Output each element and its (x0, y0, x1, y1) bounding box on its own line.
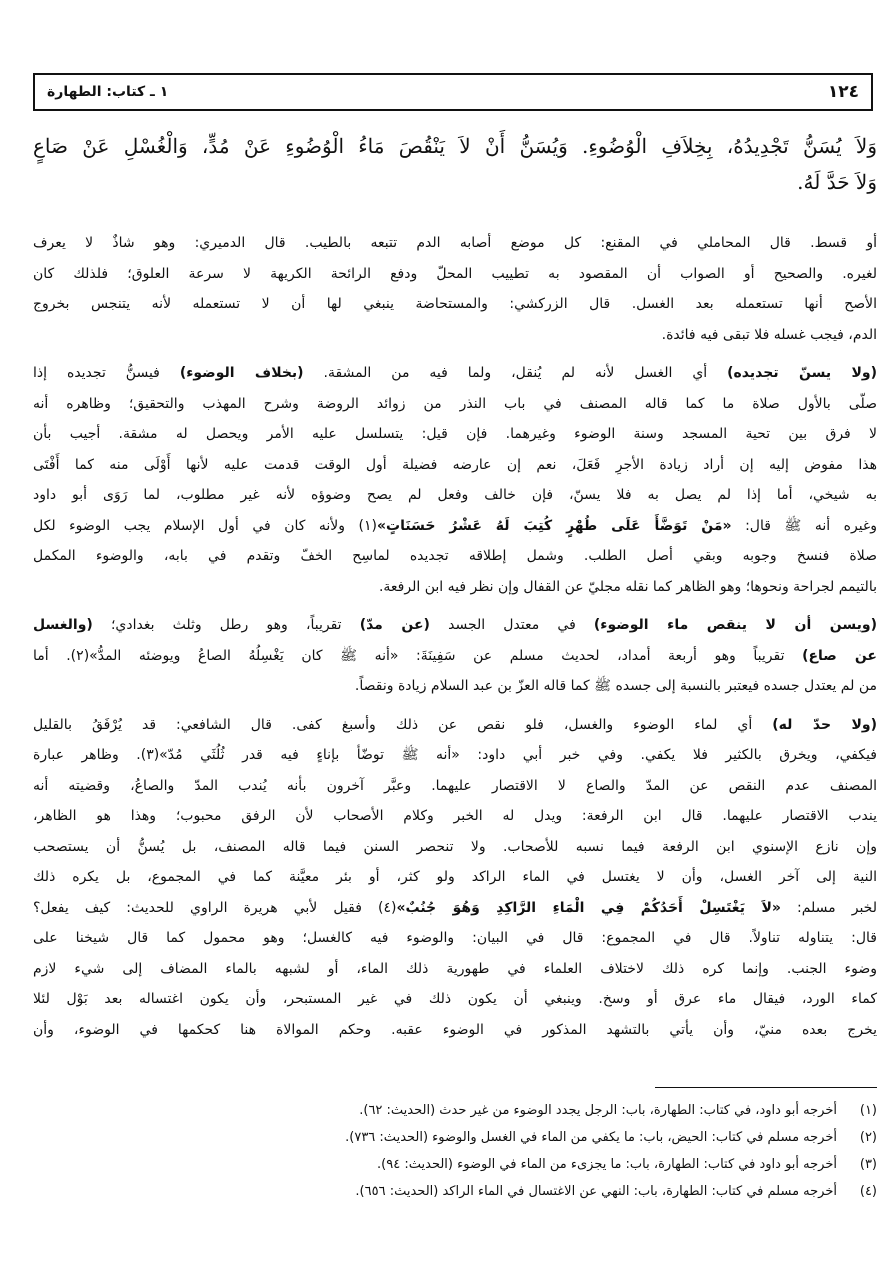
matn-text (33, 128, 877, 200)
matn-line: وَلاَ يُسَنُّ تَجْدِيدُهُ، بِخِلاَفِ الْوُضُوءِ. وَيُسَنُّ أَنْ لاَ يَنْقُصَ مَاءُ الْوُضُوءِ عَنْ مُدٍّ، وَالْغُسْلِ عَنْ صَاعٍ (33, 134, 877, 158)
commentary (33, 228, 877, 1053)
text-line (33, 259, 877, 290)
text-segment: فيسنُّ تجديده إذا (33, 365, 180, 381)
text-segment: تقريباً، وهو رطل وثلث بغدادي؛ (92, 617, 360, 633)
bold-phrase: «مَنْ تَوَضَّأَ عَلَى طُهْرٍ كُتِبَ لَهُ عَشْرُ حَسَنَاتٍ» (377, 517, 732, 534)
text-line (33, 984, 877, 1015)
text-line (33, 954, 877, 985)
text-segment: من لم يعتدل جسده فيعتبر بالنسبة إلى جسده ﷺ كما قاله العزّ بن عبد السلام زيادة ونقصاً. (354, 678, 877, 694)
text-segment: يندب الاقتصار عليهما. قال ابن الرفعة: ويدل له الخبر وكلام الأصحاب لأن الرفق محبوب؛ وهذا هو الظاهر، (33, 808, 877, 824)
text-segment: في معتدل الجسد (429, 617, 594, 633)
text-line (33, 541, 877, 572)
text-line (33, 511, 877, 542)
bold-phrase: (ولا يسنّ تجديده) (727, 365, 877, 381)
chapter-title: ١ ـ كتاب: الطهارة (47, 84, 169, 100)
footnote-text: أخرجه مسلم في كتاب: الطهارة، باب: النهي عن الاغتسال في الماء الراكد (الحديث: ٦٥٦). (355, 1184, 837, 1199)
footnotes (100, 1097, 877, 1205)
footnote-text: أخرجه مسلم في كتاب: الحيض، باب: ما يكفي من الماء في الغسل والوضوء (الحديث: ٧٣٦). (345, 1130, 837, 1145)
text-segment: أي الغسل لأنه لم يُنقل، ولما فيه من المشقة. (303, 365, 728, 381)
bold-phrase: (ولا حدّ له) (772, 716, 877, 733)
text-segment: النية إلى آخر الغسل، وأن لا يغتسل في الماء الراكد ولو كثر، أو بئر معيَّنة كما في المجموع، بل يكره ذلك (33, 869, 877, 885)
text-line (33, 862, 877, 893)
text-line (33, 740, 877, 771)
text-line (33, 320, 877, 351)
text-line (33, 641, 877, 672)
text-segment: تقريباً وهو أربعة أمداد، لحديث مسلم عن سَفِينَةَ: «أنه ﷺ كان يَغْسِلُهُ الصاعُ ويوضئه المدُّ»(٢). أما (33, 647, 803, 664)
commentary-paragraph (33, 610, 877, 702)
text-line (33, 893, 877, 924)
text-line (33, 923, 877, 954)
footnote (100, 1124, 877, 1151)
footnote (100, 1097, 877, 1124)
text-segment: صلّى بالأول صلاة ما كما قاله المصنف في باب النذر من زوائد الروضة وشرح المهذب والتحقيق؛ وظاهره أنه (33, 395, 877, 412)
text-line (33, 771, 877, 802)
text-line (33, 480, 877, 511)
bold-phrase: (عن مدّ) (359, 617, 430, 633)
matn-line: وَلاَ حَدَّ لَهُ. (797, 170, 877, 194)
text-segment: (١) ولأنه كان في أول الإسلام يجب الوضوء لكل (33, 517, 378, 534)
text-line (33, 801, 877, 832)
commentary-paragraph (33, 710, 877, 1046)
text-segment: أي لماء الوضوء والغسل، فلو نقص عن ذلك وأسبغ كفى. قال الشافعي: قد يُرْفَقُ بالقليل (33, 716, 773, 733)
footnote-text: أخرجه أبو داود، في كتاب: الطهارة، باب: الرجل يجدد الوضوء من غير حدث (الحديث: ٦٢). (359, 1103, 837, 1118)
footnote-separator (655, 1087, 877, 1088)
text-line (33, 832, 877, 863)
text-segment: به شيخي، أما إذا لم يصل به فلا يسنّ، فإن خالف وفعل لم يصح وضوؤه لأنه غير مطلوب، لما رَوَى أبو داود (33, 487, 877, 503)
bold-phrase: (ويسن أن لا ينقص ماء الوضوء) (593, 617, 877, 633)
footnote-number: (٤) (859, 1184, 877, 1199)
bold-phrase: عن صاع) (802, 647, 877, 664)
text-line (33, 228, 877, 259)
text-segment: كماء الورد، فيقال ماء عرق أو وسخ. وينبغي أن يكون ذلك في غير المستبحر، وأن يكون اغتساله بعد بَوْل لئلا (33, 991, 877, 1007)
text-segment: الأصح أنها تستعمله بعد الغسل. قال الزركشي: والمستحاضة ينبغي لها أن لا تستعمله لأنه يتنجس بخروج (33, 296, 877, 312)
text-segment: هذا مفوض إليه إن أراد زيادة الأجرِ فَعَلَ، نعم إن عارضه فضيلة أول الوقت قدمت عليه لأنها أَوْلَى منه كما أَفْتَى (33, 456, 877, 473)
text-line (33, 450, 877, 481)
text-segment: يخرج بعده منيّ، وأن يأتي بالتشهد المذكور في الوضوء عقبه. وحكم الموالاة هنا كحكمها في الوضوء، وأن (33, 1021, 877, 1038)
text-line (33, 419, 877, 450)
bold-phrase: (بخلاف الوضوء) (179, 365, 304, 381)
footnote (100, 1178, 877, 1205)
text-line (33, 1015, 877, 1046)
bold-phrase: (والغسل (33, 617, 93, 633)
commentary-paragraph (33, 228, 877, 350)
commentary-paragraph (33, 358, 877, 602)
footnote-number: (١) (859, 1103, 877, 1118)
page-number: ١٢٤ (827, 82, 859, 102)
footnote-number: (٣) (859, 1157, 877, 1172)
text-segment: لا فرق بين تحية المسجد وسنة الوضوء وغيرهما. فإن قيل: يتسلسل عليه الأمر ويحصل له مشقة. أجيب بأن (33, 426, 877, 442)
text-segment: صلاة فنسخ وجوبه وبقي أصل الطلب. وشمل إطلاقه تجديده لماسِح الخفّ وتقدم في بابه، والوضوء المكمل (33, 548, 877, 564)
text-line (33, 610, 877, 641)
text-segment: لخبر مسلم: (780, 899, 877, 916)
text-line (33, 358, 877, 389)
text-segment: المصنف عدم النقص عن المدّ والصاع لا الاقتصار عليهما. وعبَّر آخرون بأنه يُندب المدّ والصاعُ، وقضيته أنه (33, 777, 877, 794)
text-segment: وإن نازع الإسنوي ابن الرفعة فيما نسبه للأصحاب. ولا تنحصر السنن فيما قاله المصنف، بل يُسنُّ أن يستصحب (33, 838, 877, 855)
text-segment: (٤) فقيل لأبي هريرة الراوي للحديث: كيف يفعل؟ (33, 899, 397, 916)
bold-phrase: «لاَ يَغْتَسِلْ أَحَدُكُمْ فِي الْمَاءِ الرَّاكِدِ وَهُوَ جُنُبٌ» (396, 899, 781, 916)
text-segment: وضوء الجنب. وإنما كره ذلك لاختلاف العلماء في طهورية ذلك الماء، أو لشبهه بالماء المضاف إلى شيء لازم (33, 960, 877, 977)
text-line (33, 572, 877, 603)
footnote (100, 1151, 877, 1178)
text-segment: لغيره. والصحيح أو الصواب أن المقصود به تطييب المحلّ ودفع الرائحة الكريهة لا سرعة العلوق؛ فلذلك كان (33, 265, 877, 282)
text-line (33, 671, 877, 702)
text-segment: بالتيمم لجراحة ونحوها؛ وهو الظاهر كما نقله مجليّ عن القفال وإن نظر فيه ابن الرفعة. (378, 578, 877, 595)
text-line (33, 389, 877, 420)
text-segment: قال: يتناوله تناولاً. قال في المجموع: قال في البيان: والوضوء فيه كالغسل؛ وهو محمول كما قال شيخنا على (33, 930, 877, 946)
text-segment: الدم، فيجب غسله فلا تبقى فيه فائدة. (661, 326, 877, 343)
text-line (33, 710, 877, 741)
footnote-number: (٢) (859, 1130, 877, 1145)
footnote-text: أخرجه أبو داود في كتاب: الطهارة، باب: ما يجزىء من الماء في الوضوء (الحديث: ٩٤). (377, 1157, 837, 1172)
text-segment: وغيره أنه ﷺ قال: (731, 517, 877, 534)
text-segment: أو قسط. قال المحاملي في المقنع: كل موضع أصابه الدم تتبعه بالطيب. قال الدميري: وهو شاذٌ لا يعرف (33, 235, 877, 251)
running-header (33, 73, 873, 111)
text-segment: فيكفي، ويخرق بالكثير فلا يكفي. وفي خبر أبي داود: «أنه ﷺ توضّأ بإناءٍ فيه قدر ثُلُثَي مُدّ»(٣). وظاهر عبارة (33, 747, 877, 763)
text-line (33, 289, 877, 320)
